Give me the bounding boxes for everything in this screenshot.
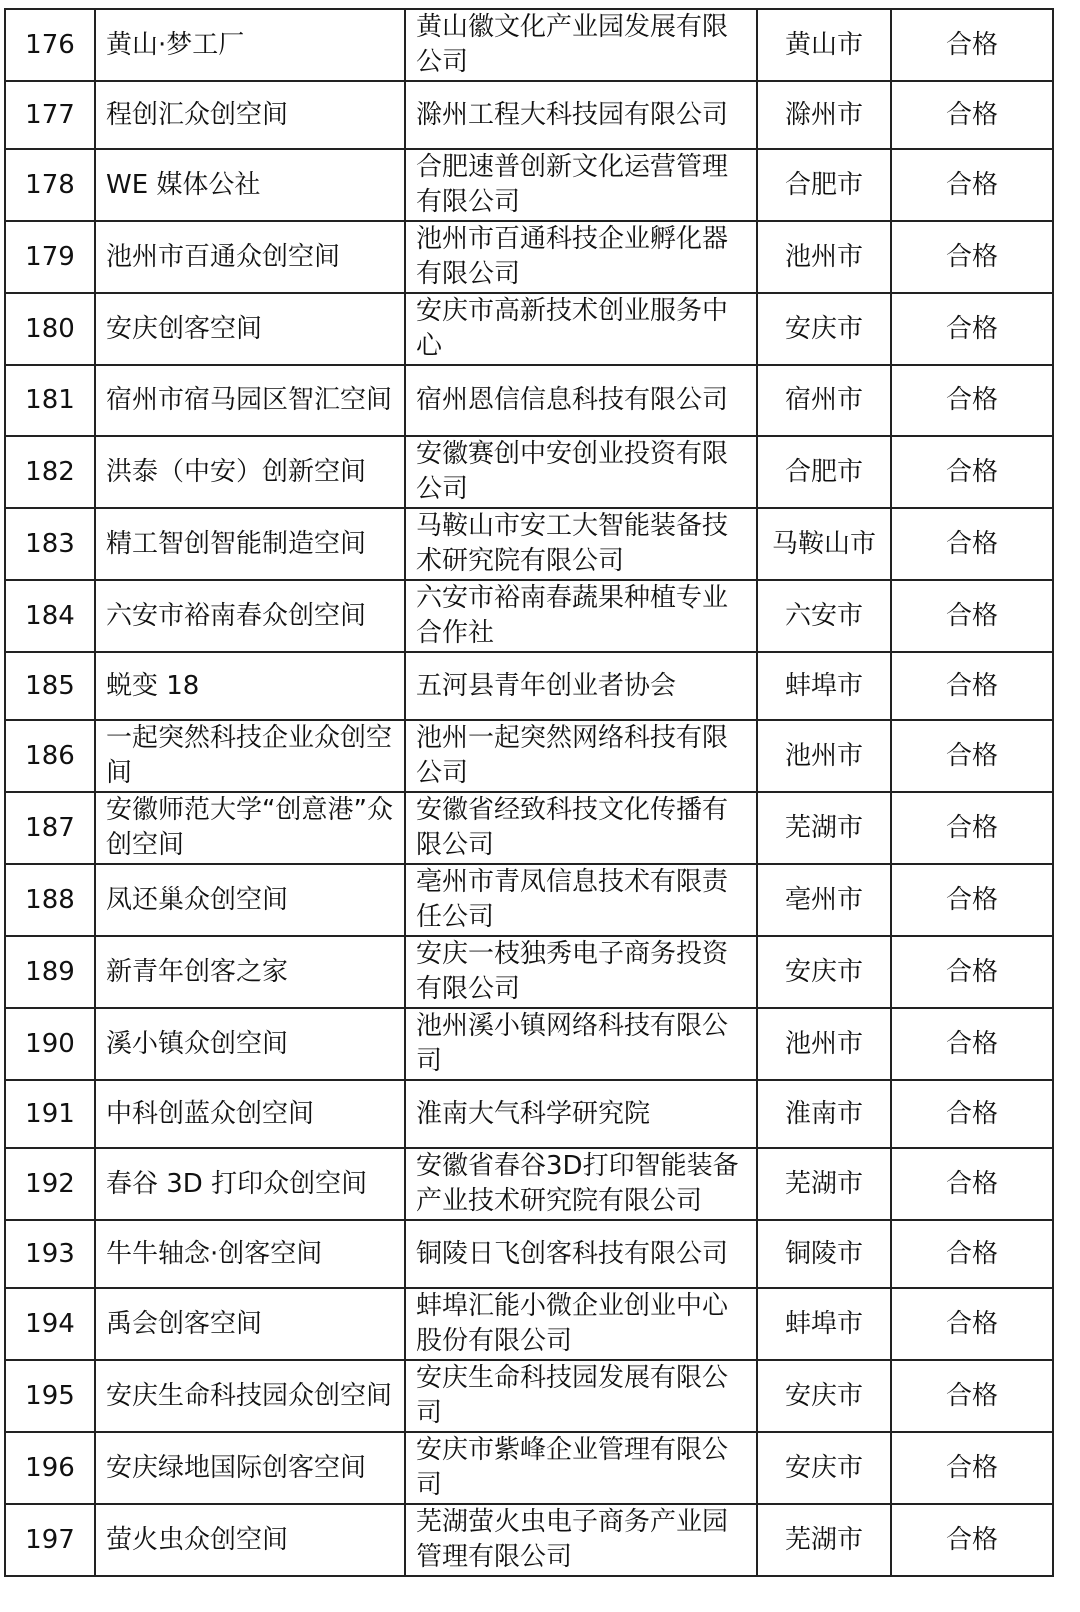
- table-row: [5, 792, 1053, 864]
- row-number-cell: 192: [5, 1148, 95, 1220]
- result-cell: 合格: [891, 221, 1053, 293]
- space-name-cell: 精工智创智能制造空间: [95, 508, 405, 580]
- operating-organization-cell: 安庆市高新技术创业服务中心: [405, 293, 757, 365]
- table-row: [5, 720, 1053, 792]
- row-number-cell: 186: [5, 720, 95, 792]
- result-cell: 合格: [891, 508, 1053, 580]
- operating-organization-cell: 蚌埠汇能小微企业创业中心股份有限公司: [405, 1288, 757, 1360]
- table-row: [5, 580, 1053, 652]
- operating-organization-cell: 铜陵日飞创客科技有限公司: [405, 1220, 757, 1288]
- table-row: [5, 149, 1053, 221]
- table-row: [5, 293, 1053, 365]
- result-cell: 合格: [891, 1148, 1053, 1220]
- space-name-cell: 程创汇众创空间: [95, 81, 405, 149]
- operating-organization-cell: 安庆生命科技园发展有限公司: [405, 1360, 757, 1432]
- row-number-cell: 189: [5, 936, 95, 1008]
- table-row: [5, 1360, 1053, 1432]
- row-number-cell: 183: [5, 508, 95, 580]
- city-cell: 六安市: [757, 580, 891, 652]
- city-cell: 蚌埠市: [757, 1288, 891, 1360]
- city-cell: 马鞍山市: [757, 508, 891, 580]
- operating-organization-cell: 安徽赛创中安创业投资有限公司: [405, 436, 757, 508]
- row-number-cell: 187: [5, 792, 95, 864]
- row-number-cell: 181: [5, 365, 95, 436]
- row-number-cell: 193: [5, 1220, 95, 1288]
- space-name-cell: 安庆创客空间: [95, 293, 405, 365]
- table-row: [5, 1080, 1053, 1148]
- result-cell: 合格: [891, 1288, 1053, 1360]
- space-name-cell: 一起突然科技企业众创空间: [95, 720, 405, 792]
- result-cell: 合格: [891, 1504, 1053, 1576]
- table-row: [5, 864, 1053, 936]
- result-cell: 合格: [891, 864, 1053, 936]
- table-row: [5, 936, 1053, 1008]
- space-name-cell: 六安市裕南春众创空间: [95, 580, 405, 652]
- row-number-cell: 190: [5, 1008, 95, 1080]
- space-name-cell: 禹会创客空间: [95, 1288, 405, 1360]
- space-name-cell: 安徽师范大学“创意港”众创空间: [95, 792, 405, 864]
- city-cell: 蚌埠市: [757, 652, 891, 720]
- operating-organization-cell: 池州一起突然网络科技有限公司: [405, 720, 757, 792]
- city-cell: 合肥市: [757, 149, 891, 221]
- result-cell: 合格: [891, 652, 1053, 720]
- table-row: [5, 1432, 1053, 1504]
- operating-organization-cell: 安徽省经致科技文化传播有限公司: [405, 792, 757, 864]
- city-cell: 亳州市: [757, 864, 891, 936]
- result-cell: 合格: [891, 580, 1053, 652]
- city-cell: 黄山市: [757, 9, 891, 81]
- city-cell: 安庆市: [757, 1360, 891, 1432]
- result-cell: 合格: [891, 9, 1053, 81]
- result-cell: 合格: [891, 365, 1053, 436]
- result-cell: 合格: [891, 81, 1053, 149]
- operating-organization-cell: 安庆一枝独秀电子商务投资有限公司: [405, 936, 757, 1008]
- city-cell: 芜湖市: [757, 1148, 891, 1220]
- table-row: [5, 221, 1053, 293]
- operating-organization-cell: 五河县青年创业者协会: [405, 652, 757, 720]
- space-name-cell: 池州市百通众创空间: [95, 221, 405, 293]
- result-cell: 合格: [891, 1432, 1053, 1504]
- operating-organization-cell: 亳州市青凤信息技术有限责任公司: [405, 864, 757, 936]
- result-cell: 合格: [891, 936, 1053, 1008]
- space-name-cell: 中科创蓝众创空间: [95, 1080, 405, 1148]
- table-row: [5, 1504, 1053, 1576]
- table-row: [5, 1288, 1053, 1360]
- assessment-table: [4, 8, 1054, 1577]
- result-cell: 合格: [891, 436, 1053, 508]
- row-number-cell: 180: [5, 293, 95, 365]
- table-row: [5, 436, 1053, 508]
- city-cell: 池州市: [757, 221, 891, 293]
- table-row: [5, 1008, 1053, 1080]
- table-row: [5, 1220, 1053, 1288]
- operating-organization-cell: 芜湖萤火虫电子商务产业园管理有限公司: [405, 1504, 757, 1576]
- result-cell: 合格: [891, 149, 1053, 221]
- city-cell: 安庆市: [757, 936, 891, 1008]
- city-cell: 合肥市: [757, 436, 891, 508]
- space-name-cell: 蜕变 18: [95, 652, 405, 720]
- space-name-cell: 洪泰（中安）创新空间: [95, 436, 405, 508]
- row-number-cell: 176: [5, 9, 95, 81]
- space-name-cell: 新青年创客之家: [95, 936, 405, 1008]
- space-name-cell: 牛牛轴念·创客空间: [95, 1220, 405, 1288]
- operating-organization-cell: 宿州恩信信息科技有限公司: [405, 365, 757, 436]
- result-cell: 合格: [891, 720, 1053, 792]
- city-cell: 芜湖市: [757, 792, 891, 864]
- result-cell: 合格: [891, 1220, 1053, 1288]
- result-cell: 合格: [891, 293, 1053, 365]
- space-name-cell: 凤还巢众创空间: [95, 864, 405, 936]
- row-number-cell: 197: [5, 1504, 95, 1576]
- operating-organization-cell: 黄山徽文化产业园发展有限公司: [405, 9, 757, 81]
- row-number-cell: 195: [5, 1360, 95, 1432]
- row-number-cell: 184: [5, 580, 95, 652]
- operating-organization-cell: 滁州工程大科技园有限公司: [405, 81, 757, 149]
- space-name-cell: 宿州市宿马园区智汇空间: [95, 365, 405, 436]
- space-name-cell: 萤火虫众创空间: [95, 1504, 405, 1576]
- operating-organization-cell: 合肥速普创新文化运营管理有限公司: [405, 149, 757, 221]
- city-cell: 芜湖市: [757, 1504, 891, 1576]
- row-number-cell: 182: [5, 436, 95, 508]
- operating-organization-cell: 池州溪小镇网络科技有限公司: [405, 1008, 757, 1080]
- city-cell: 池州市: [757, 720, 891, 792]
- space-name-cell: 黄山·梦工厂: [95, 9, 405, 81]
- operating-organization-cell: 安庆市紫峰企业管理有限公司: [405, 1432, 757, 1504]
- operating-organization-cell: 淮南大气科学研究院: [405, 1080, 757, 1148]
- result-cell: 合格: [891, 1080, 1053, 1148]
- space-name-cell: 安庆绿地国际创客空间: [95, 1432, 405, 1504]
- space-name-cell: 安庆生命科技园众创空间: [95, 1360, 405, 1432]
- row-number-cell: 178: [5, 149, 95, 221]
- table-row: [5, 81, 1053, 149]
- city-cell: 滁州市: [757, 81, 891, 149]
- table-row: [5, 365, 1053, 436]
- space-name-cell: 溪小镇众创空间: [95, 1008, 405, 1080]
- table-row: [5, 652, 1053, 720]
- table-row: [5, 508, 1053, 580]
- city-cell: 安庆市: [757, 1432, 891, 1504]
- operating-organization-cell: 安徽省春谷3D打印智能装备产业技术研究院有限公司: [405, 1148, 757, 1220]
- row-number-cell: 177: [5, 81, 95, 149]
- table-row: [5, 9, 1053, 81]
- row-number-cell: 179: [5, 221, 95, 293]
- operating-organization-cell: 池州市百通科技企业孵化器有限公司: [405, 221, 757, 293]
- city-cell: 安庆市: [757, 293, 891, 365]
- table-body: [5, 9, 1053, 1576]
- row-number-cell: 185: [5, 652, 95, 720]
- city-cell: 铜陵市: [757, 1220, 891, 1288]
- results-sheet: [4, 8, 1052, 1577]
- result-cell: 合格: [891, 1008, 1053, 1080]
- result-cell: 合格: [891, 792, 1053, 864]
- operating-organization-cell: 六安市裕南春蔬果种植专业合作社: [405, 580, 757, 652]
- operating-organization-cell: 马鞍山市安工大智能装备技术研究院有限公司: [405, 508, 757, 580]
- city-cell: 淮南市: [757, 1080, 891, 1148]
- row-number-cell: 194: [5, 1288, 95, 1360]
- city-cell: 池州市: [757, 1008, 891, 1080]
- result-cell: 合格: [891, 1360, 1053, 1432]
- row-number-cell: 188: [5, 864, 95, 936]
- space-name-cell: WE 媒体公社: [95, 149, 405, 221]
- space-name-cell: 春谷 3D 打印众创空间: [95, 1148, 405, 1220]
- city-cell: 宿州市: [757, 365, 891, 436]
- row-number-cell: 196: [5, 1432, 95, 1504]
- table-row: [5, 1148, 1053, 1220]
- row-number-cell: 191: [5, 1080, 95, 1148]
